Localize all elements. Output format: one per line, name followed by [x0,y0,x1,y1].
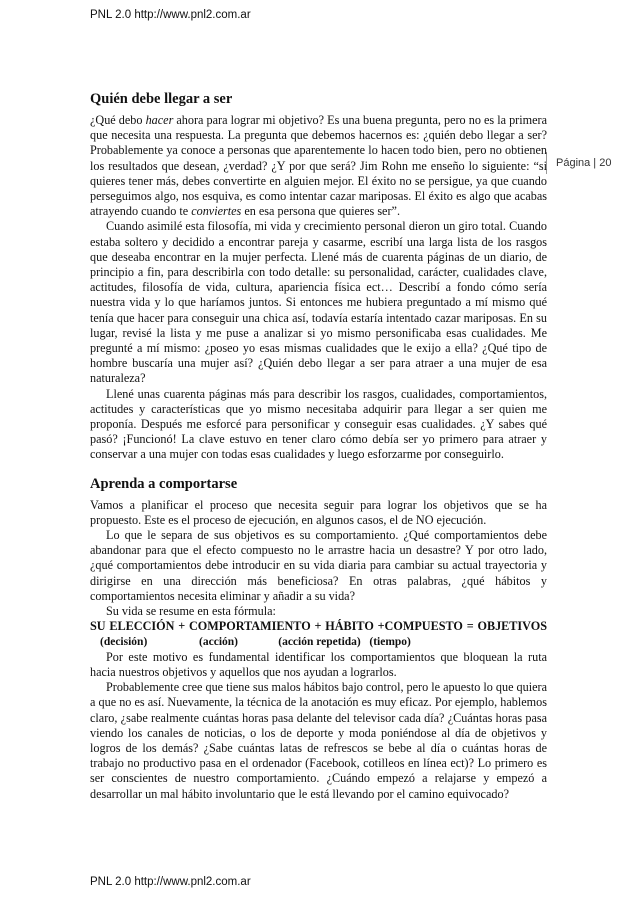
formula: SU ELECCIÓN + COMPORTAMIENTO + HÁBITO +COMPUESTO = OBJETIVOS [90,619,547,634]
paragraph: Cuando asimilé esta filosofía, mi vida y crecimiento personal dieron un giro total. Cuando estaba soltero y decidido a encontrar pareja y casarme, escribí una larga lista de los rasgos que deseaba encontrar en la mujer perfecta. Llené más de cuarenta páginas de un diario, de principio a fin, para describirla con todo detalle: su personalidad, carácter, cualidades clave, actitudes, filosofía de vida, cultura, apariencia física ect… Describí a fondo cómo sería nuestra vida y lo que haríamos juntos. Si entonces me hubiera preguntado a mí mismo qué tenía que hacer para conseguir una chica así, todavía estaría intentado cazar mariposas. En su lugar, revisé la lista y me puse a analizar si yo mismo personificaba esas cualidades. Me pregunté a mí mismo: ¿poseo yo esas mismas cualidades que le exijo a ella? ¿Qué tipo de hombre buscaría una mujer así? ¿Quién debo llegar a ser para atraer a una mujer de esa naturaleza? [90,219,547,386]
document-body [90,91,547,802]
paragraph: Por este motivo es fundamental identificar los comportamientos que bloquean la ruta hacia nuestros objetivos y aquellos que nos ayudan a lograrlos. [90,649,547,679]
paragraph: ¿Qué debo hacer ahora para lograr mi objetivo? Es una buena pregunta, pero no es la primera que necesita una respuesta. La pregunta que debemos hacernos es: ¿quién debo llegar a ser? Probablemente ya conoce a personas que aparentemente lo hacen todo bien, pero no obtienen los resultados que desean, ¿verdad? ¿Y por que será? Jim Rohn me enseño lo siguiente: “si quieres tener más, debes convertirte en alguien mejor. El éxito no se persigue, ya que cuando perseguimos algo, nos esquiva, es como intentar cazar mariposas. El éxito es algo que acabas atrayendo cuando te conviertes en esa persona que quieres ser”. [90,113,547,219]
paragraph: Vamos a planificar el proceso que necesita seguir para lograr los objetivos que se ha propuesto. Este es el proceso de ejecución, en algunos casos, el de NO ejecución. [90,497,547,527]
emphasis: conviertes [191,204,242,219]
formula-captions: (decisión) (acción) (acción repetida) (tiempo) [100,635,411,648]
emphasis: hacer [145,113,174,127]
paragraph: Llené unas cuarenta páginas más para describir los rasgos, cualidades, comportamientos, actitudes y características que yo mismo necesitaba adquirir para llegar a ser quien me proponía. Después me esforcé para personificar y conseguir esas cualidades. ¿Y sabes qué pasó? ¡Funcionó! La clave estuvo en tener claro cómo debía ser yo primero para atraer y conservar a una mujer con todas esas cualidades y luego esforzarme por conseguirlo. [90,386,547,462]
paragraph: Probablemente cree que tiene sus malos hábitos bajo control, pero le apuesto lo que quiera a que no es así. Nuevamente, la técnica de la anotación es muy eficaz. Por ejemplo, hablemos claro, ¿sabe realmente cuántas horas pasa delante del televisor cada día? ¿Cuántas horas pasa viendo los canales de noticias, o los de deporte y moda poniéndose al día de objetivos y logros de los demás? ¿Sabe cuántas latas de refrescos se bebe al día o cuántas horas de trabajo no productivo pasa en el ordenador (Facebook, cotilleos en línea ect)? Lo primero es ser conscientes de nuestro comportamiento. ¿Cuándo empezó a relajarse y empezó a desarrollar un mal hábito involuntario que le está llevando por el camino equivocado? [90,680,547,801]
page-footer: PNL 2.0 http://www.pnl2.com.ar [90,876,251,888]
page-header: PNL 2.0 http://www.pnl2.com.ar [90,9,251,21]
paragraph: Su vida se resume en esta fórmula: [106,604,276,619]
section-title-quien: Quién debe llegar a ser [90,91,233,107]
paragraph: Lo que le separa de sus objetivos es su comportamiento. ¿Qué comportamientos debe abandonar para que el efecto compuesto no le arrastre hacia un desastre? Y por otro lado, ¿qué comportamientos debe introducir en su vida diaria para cambiar su actual trayectoria y dirigirse en una dirección más beneficiosa? En otras palabras, ¿qué hábitos y comportamientos necesita eliminar y añadir a su vida? [90,528,547,603]
page-number-marker: Página | 20 [546,152,638,174]
section-title-aprenda: Aprenda a comportarse [90,475,238,492]
